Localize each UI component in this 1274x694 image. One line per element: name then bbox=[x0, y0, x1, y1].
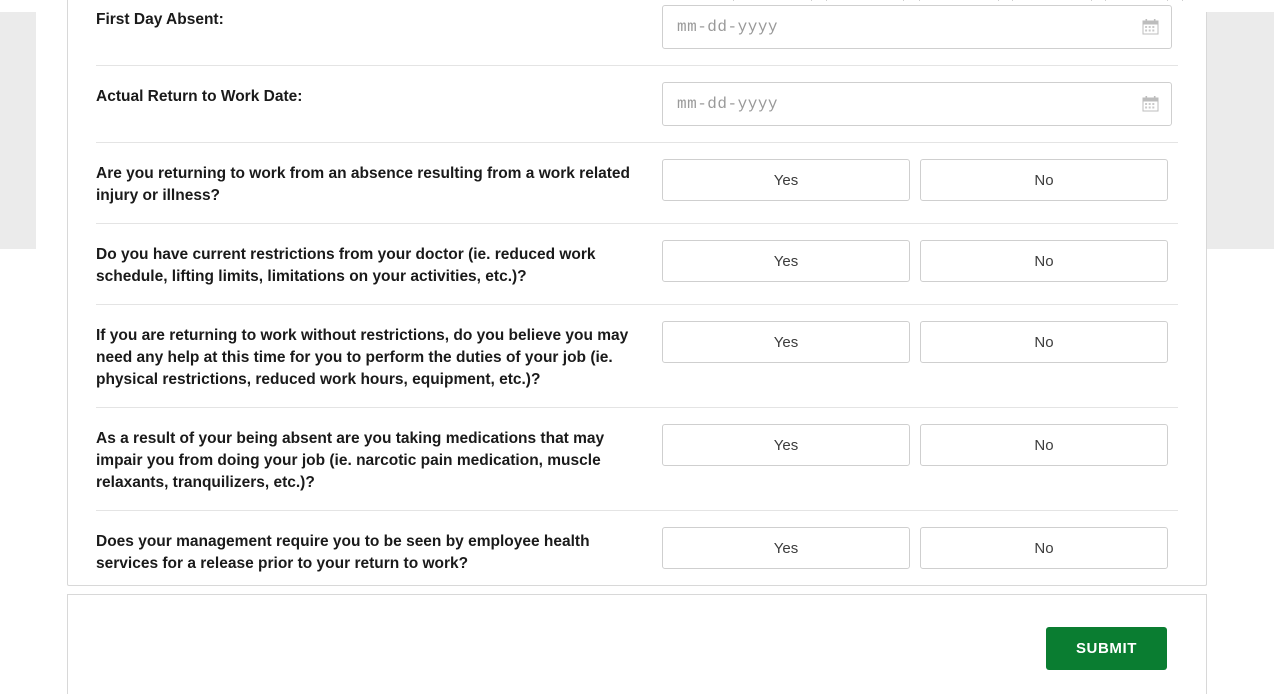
cut-off-control bbox=[919, 0, 999, 1]
field-control bbox=[662, 82, 1178, 126]
cut-off-row-above bbox=[163, 0, 1238, 1]
need-help-yes-button[interactable]: Yes bbox=[662, 321, 910, 363]
field-label: Are you returning to work from an absence resulting from a work related injury or illness? bbox=[96, 165, 631, 204]
field-label: First Day Absent: bbox=[96, 11, 224, 28]
field-label: If you are returning to work without restrictions, do you believe you may need any help at this time for you to perform the duties of your job (ie. physical restrictions, reduced work hours, equipment, etc.)? bbox=[96, 327, 629, 388]
form-row-current-restrictions bbox=[96, 224, 1178, 305]
form-row-employee-health-release bbox=[96, 511, 1178, 591]
employee-health-release-no-button[interactable]: No bbox=[920, 527, 1168, 569]
input-placeholder-text: mm-dd-yyyy bbox=[677, 18, 779, 36]
form-row-first-day-absent bbox=[96, 1, 1178, 66]
input-placeholder-text: mm-dd-yyyy bbox=[677, 95, 779, 113]
field-control bbox=[662, 159, 1178, 201]
field-control bbox=[662, 527, 1178, 569]
current-restrictions-no-button[interactable]: No bbox=[920, 240, 1168, 282]
cut-off-control bbox=[1105, 0, 1168, 1]
actual-return-date-input[interactable] bbox=[662, 82, 1172, 126]
calendar-icon[interactable] bbox=[1142, 19, 1159, 35]
form-row-need-help bbox=[96, 305, 1178, 408]
employee-health-release-yes-button[interactable]: Yes bbox=[662, 527, 910, 569]
submit-area bbox=[1046, 627, 1167, 670]
form-row-medications bbox=[96, 408, 1178, 511]
work-related-injury-yes-button[interactable]: Yes bbox=[662, 159, 910, 201]
need-help-no-button[interactable]: No bbox=[920, 321, 1168, 363]
medications-no-button[interactable]: No bbox=[920, 424, 1168, 466]
absence-form-card bbox=[67, 0, 1207, 586]
field-control bbox=[662, 5, 1178, 49]
first-day-absent-input[interactable] bbox=[662, 5, 1172, 49]
field-control bbox=[662, 424, 1178, 466]
field-control bbox=[662, 321, 1178, 363]
cut-off-control bbox=[733, 0, 812, 1]
field-label: Does your management require you to be seen by employee health services for a release prior to your return to work? bbox=[96, 533, 590, 572]
field-label: Actual Return to Work Date: bbox=[96, 88, 303, 105]
cut-off-control bbox=[826, 0, 904, 1]
field-label: Do you have current restrictions from your doctor (ie. reduced work schedule, lifting limits, limitations on your activities, etc.)? bbox=[96, 246, 596, 285]
form-row-actual-return-date bbox=[96, 66, 1178, 143]
torn-edge-left bbox=[0, 0, 40, 12]
work-related-injury-no-button[interactable]: No bbox=[920, 159, 1168, 201]
calendar-icon[interactable] bbox=[1142, 96, 1159, 112]
current-restrictions-yes-button[interactable]: Yes bbox=[662, 240, 910, 282]
torn-edge-right bbox=[1190, 0, 1274, 12]
field-label: As a result of your being absent are you taking medications that may impair you from doing your job (ie. narcotic pain medication, muscle relaxants, tranquilizers, etc.)? bbox=[96, 430, 605, 491]
field-control bbox=[662, 240, 1178, 282]
submit-button[interactable]: SUBMIT bbox=[1046, 627, 1167, 670]
form-row-work-related-injury bbox=[96, 143, 1178, 224]
submit-card bbox=[67, 594, 1207, 694]
cut-off-control bbox=[1012, 0, 1092, 1]
page-margin-left bbox=[0, 0, 36, 249]
medications-yes-button[interactable]: Yes bbox=[662, 424, 910, 466]
